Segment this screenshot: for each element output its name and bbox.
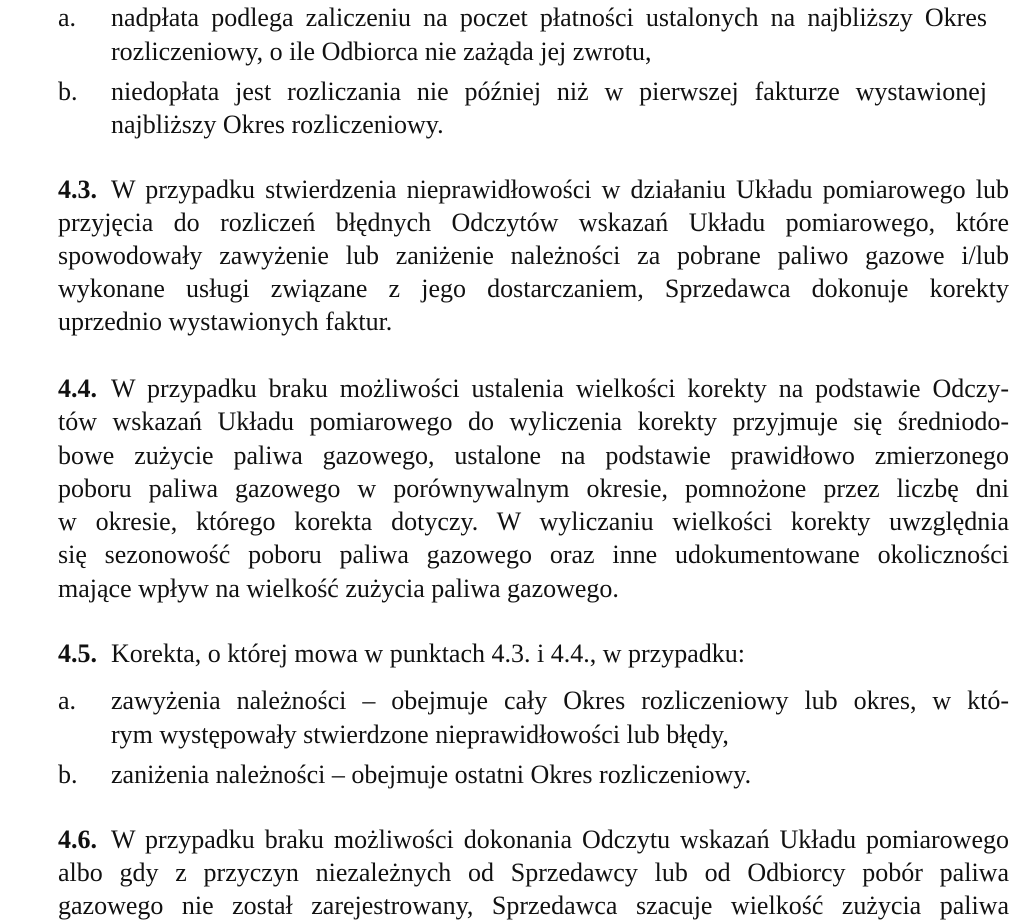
- list-item-letter: b.: [58, 77, 78, 106]
- list-item-line: zaniżenia należności – obejmuje ostatni Okres rozliczeniowy.: [111, 760, 752, 789]
- list-item-line: rozliczeniowy, o ile Odbiorca nie zażąda jej zwrotu,: [111, 37, 652, 66]
- section-number: 4.5.: [58, 639, 97, 668]
- paragraph-line: w okresie, którego korekta dotyczy. W wyliczaniu wielkości korekty uwzględnia: [58, 507, 1009, 536]
- paragraph-line: albo gdy z przyczyn niezależnych od Sprzedawcy lub od Odbiorcy pobór paliwa: [58, 858, 1009, 887]
- list-item-letter: a.: [58, 686, 77, 715]
- list-item-letter: a.: [58, 3, 77, 32]
- list-item-line: niedopłata jest rozliczania nie później niż w pierwszej fakturze wystawionej: [111, 77, 987, 106]
- paragraph-line: wykonane usługi związane z jego dostarczaniem, Sprzedawca dokonuje korekty: [58, 274, 1009, 303]
- list-item-line: najbliższy Okres rozliczeniowy.: [111, 110, 444, 139]
- paragraph-line: W przypadku braku możliwości dokonania Odczytu wskazań Układu pomiarowego: [111, 825, 1009, 854]
- section-intro: Korekta, o której mowa w punktach 4.3. i 4.4., w przypadku:: [111, 639, 745, 668]
- paragraph-line: przyjęcia do rozliczeń błędnych Odczytów wskazań Układu pomiarowego, które: [58, 208, 1009, 237]
- paragraph-line: bowe zużycie paliwa gazowego, ustalone na podstawie prawidłowo zmierzonego: [58, 441, 1009, 470]
- section-number: 4.4.: [58, 374, 97, 403]
- paragraph-line: tów wskazań Układu pomiarowego do wyliczenia korekty przyjmuje się średniodo-: [58, 407, 1009, 436]
- paragraph-line: W przypadku stwierdzenia nieprawidłowości w działaniu Układu pomiarowego lub: [111, 175, 1009, 204]
- list-item-line: rym występowały stwierdzone nieprawidłowości lub błędy,: [111, 720, 729, 749]
- paragraph-line: gazowego nie został zarejestrowany, Sprzedawca szacuje wielkość zużycia paliwa: [58, 891, 1009, 920]
- list-item-line: nadpłata podlega zaliczeniu na poczet płatności ustalonych na najbliższy Okres: [111, 3, 987, 32]
- section-number: 4.6.: [58, 825, 97, 854]
- paragraph-line: mające wpływ na wielkość zużycia paliwa gazowego.: [58, 574, 619, 603]
- paragraph-line: uprzednio wystawionych faktur.: [58, 307, 393, 336]
- paragraph-line: spowodowały zawyżenie lub zaniżenie należności za pobrane paliwo gazowe i/lub: [58, 241, 1009, 270]
- paragraph-line: poboru paliwa gazowego w porównywalnym okresie, pomnożone przez liczbę dni: [58, 474, 1009, 503]
- list-item-line: zawyżenia należności – obejmuje cały Okres rozliczeniowy lub okres, w któ-: [111, 686, 1009, 715]
- section-number: 4.3.: [58, 175, 97, 204]
- paragraph-line: się sezonowość poboru paliwa gazowego oraz inne udokumentowane okoliczności: [58, 540, 1009, 569]
- paragraph-line: W przypadku braku możliwości ustalenia wielkości korekty na podstawie Odczy-: [111, 374, 1009, 403]
- list-item-letter: b.: [58, 760, 78, 789]
